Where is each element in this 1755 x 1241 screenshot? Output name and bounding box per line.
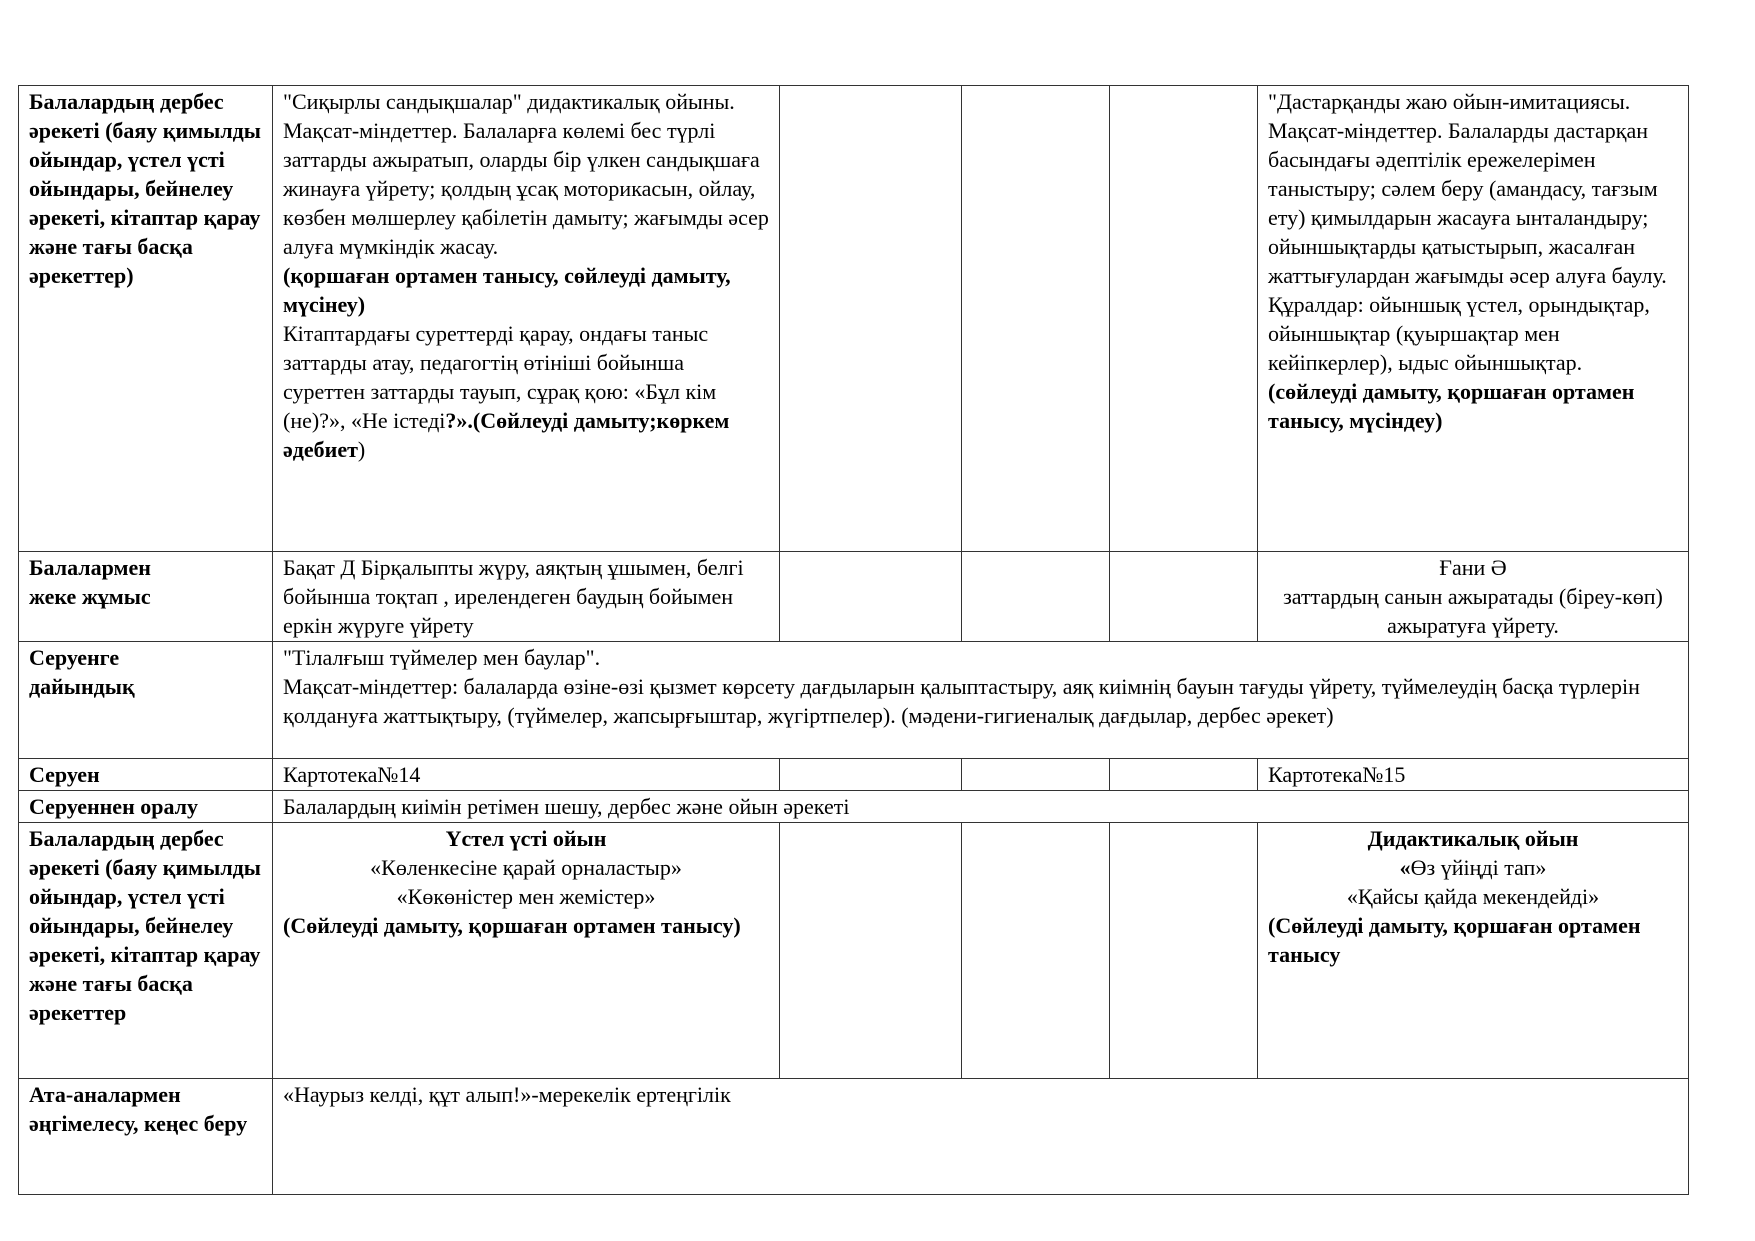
cell-walk-preparation: [273, 642, 1689, 759]
cell-independent-activity-2-day5: [1258, 823, 1689, 1079]
cell-independent-activity-2-day1: [273, 823, 780, 1079]
cell-individual-work-day5: [1258, 552, 1689, 642]
cell-individual-work-day4: [1110, 552, 1258, 642]
educational-areas: (Сөйлеуді дамыту, қоршаған ортамен танысу): [283, 913, 741, 938]
game-goal: Мақсат-міндеттер. Балаларға көлемі бес түрлі заттарды ажыратып, оларды бір үлкен сандықшаға жинауға үйрету; қолдың ұсақ моторикасын, ойлау, көзбен мөлшерлеу қабілетін дамыту; жағымды әсер алуға мүмкіндік жасау.: [283, 118, 769, 259]
row-label-individual-work: Балалармен жеке жұмыс: [19, 552, 273, 642]
cell-individual-work-day2: [780, 552, 962, 642]
game-name: «Қайсы қайда мекендейді»: [1346, 884, 1600, 909]
row-label-parents-consultation: Ата-аналармен әңгімелесу, кеңес беру: [19, 1079, 273, 1195]
cell-independent-activity-2-day4: [1110, 823, 1258, 1079]
row-independent-activity-1: [19, 86, 1689, 552]
cell-independent-activity-1-day3: [962, 86, 1110, 552]
row-label-walk: Серуен: [19, 759, 273, 791]
row-label-return-from-walk: Серуеннен оралу: [19, 791, 273, 823]
row-individual-work: [19, 552, 1689, 642]
row-parents-consultation: [19, 1079, 1689, 1195]
cell-walk-day2: [780, 759, 962, 791]
game-title: Үстел үсті ойын: [445, 826, 607, 851]
cell-walk-day1: Картотека№14: [273, 759, 780, 791]
row-walk: [19, 759, 1689, 791]
row-label-independent-activity-2: Балалардың дербес әрекеті (баяу қимылды ойындар, үстел үсті ойындары, бейнелеу әрекеті, кітаптар қарау және тағы басқа әрекеттер: [19, 823, 273, 1079]
game-title: "Тілалғыш түймелер мен баулар".: [283, 645, 601, 670]
cell-walk-day3: [962, 759, 1110, 791]
cell-individual-work-day3: [962, 552, 1110, 642]
game-title: Дидактикалық ойын: [1367, 826, 1579, 851]
row-label-walk-preparation: Серуенге дайындық: [19, 642, 273, 759]
row-label-independent-activity-1: Балалардың дербес әрекеті (баяу қимылды ойындар, үстел үсті ойындары, бейнелеу әрекеті, кітаптар қарау және тағы басқа әрекеттер): [19, 86, 273, 552]
educational-areas: (қоршаған ортамен танысу, сөйлеуді дамыту, мүсінеу): [283, 263, 731, 317]
cell-independent-activity-1-day5: [1258, 86, 1689, 552]
educational-areas: (сөйлеуді дамыту, қоршаған ортамен танысу, мүсіндеу): [1268, 379, 1635, 433]
game-tools: Құралдар: ойыншық үстел, орындықтар, ойыншықтар (қуыршақтар мен кейіпкерлер), ыдыс ойыншықтар.: [1268, 292, 1650, 375]
game-name: «Өз үйіңді тап»: [1399, 855, 1547, 880]
cell-return-from-walk: Балалардың киімін ретімен шешу, дербес және ойын әрекеті: [273, 791, 1689, 823]
cell-independent-activity-1-day4: [1110, 86, 1258, 552]
cell-walk-day4: [1110, 759, 1258, 791]
game-name: «Көленкесіне қарай орналастыр»: [370, 855, 682, 880]
row-return-from-walk: [19, 791, 1689, 823]
game-title: "Сиқырлы сандықшалар" дидактикалық ойыны.: [283, 89, 735, 114]
game-goal: Мақсат-міндеттер. Балаларды дастарқан басындағы әдептілік ережелерімен таныстыру; сәлем беру (амандасу, тағзым ету) қимылдарын жасауға ынталандыру; ойыншықтарды қатыстырып, жасалған жаттығулардан жағымды әсер алуға баулу.: [1268, 118, 1667, 288]
books-areas: ?».(Сөйлеуді дамыту;көркем әдебиет: [283, 408, 730, 462]
row-walk-preparation: [19, 642, 1689, 759]
game-name: «Көкөністер мен жемістер»: [396, 884, 656, 909]
cell-parents-consultation: «Наурыз келді, құт алып!»-мерекелік ертеңгілік: [273, 1079, 1689, 1195]
cell-walk-day5: Картотека№15: [1258, 759, 1689, 791]
cell-independent-activity-1-day1: [273, 86, 780, 552]
cell-independent-activity-2-day3: [962, 823, 1110, 1079]
child-name: Ғани Ә: [1439, 555, 1507, 580]
game-goal: Мақсат-міндеттер: балаларда өзіне-өзі қызмет көрсету дағдыларын қалыптастыру, аяқ киімнің бауын тағуды үйрету, түймелеудің басқа түрлерін қолдануға жаттықтыру, (түймелер, жапсырғыштар, жүгіртпелер). (мәдени-гигиеналық дағдылар, дербес әрекет): [283, 674, 1640, 728]
individual-task: заттардың санын ажыратады (біреу-көп) ажыратуға үйрету.: [1283, 584, 1663, 638]
cell-independent-activity-1-day2: [780, 86, 962, 552]
row-independent-activity-2: [19, 823, 1689, 1079]
books-activity: Кітаптардағы суреттерді қарау, ондағы таныс заттарды атау, педагогтің өтініші бойынша суреттен заттарды тауып, сұрақ қою: «Бұл кім (не)?», «Не істеді?».(Сөйлеуді дамыту;көркем әдебиет): [283, 321, 730, 462]
cell-individual-work-day1: Бақат Д Бірқалыпты жүру, аяқтың ұшымен, белгі бойынша тоқтап , ирелендеген баудың бойымен еркін жүруге үйрету: [273, 552, 780, 642]
daily-plan-table: [18, 85, 1689, 1195]
cell-independent-activity-2-day2: [780, 823, 962, 1079]
educational-areas: (Сөйлеуді дамыту, қоршаған ортамен танысу: [1268, 913, 1641, 967]
game-title: "Дастарқанды жаю ойын-имитациясы.: [1268, 89, 1631, 114]
